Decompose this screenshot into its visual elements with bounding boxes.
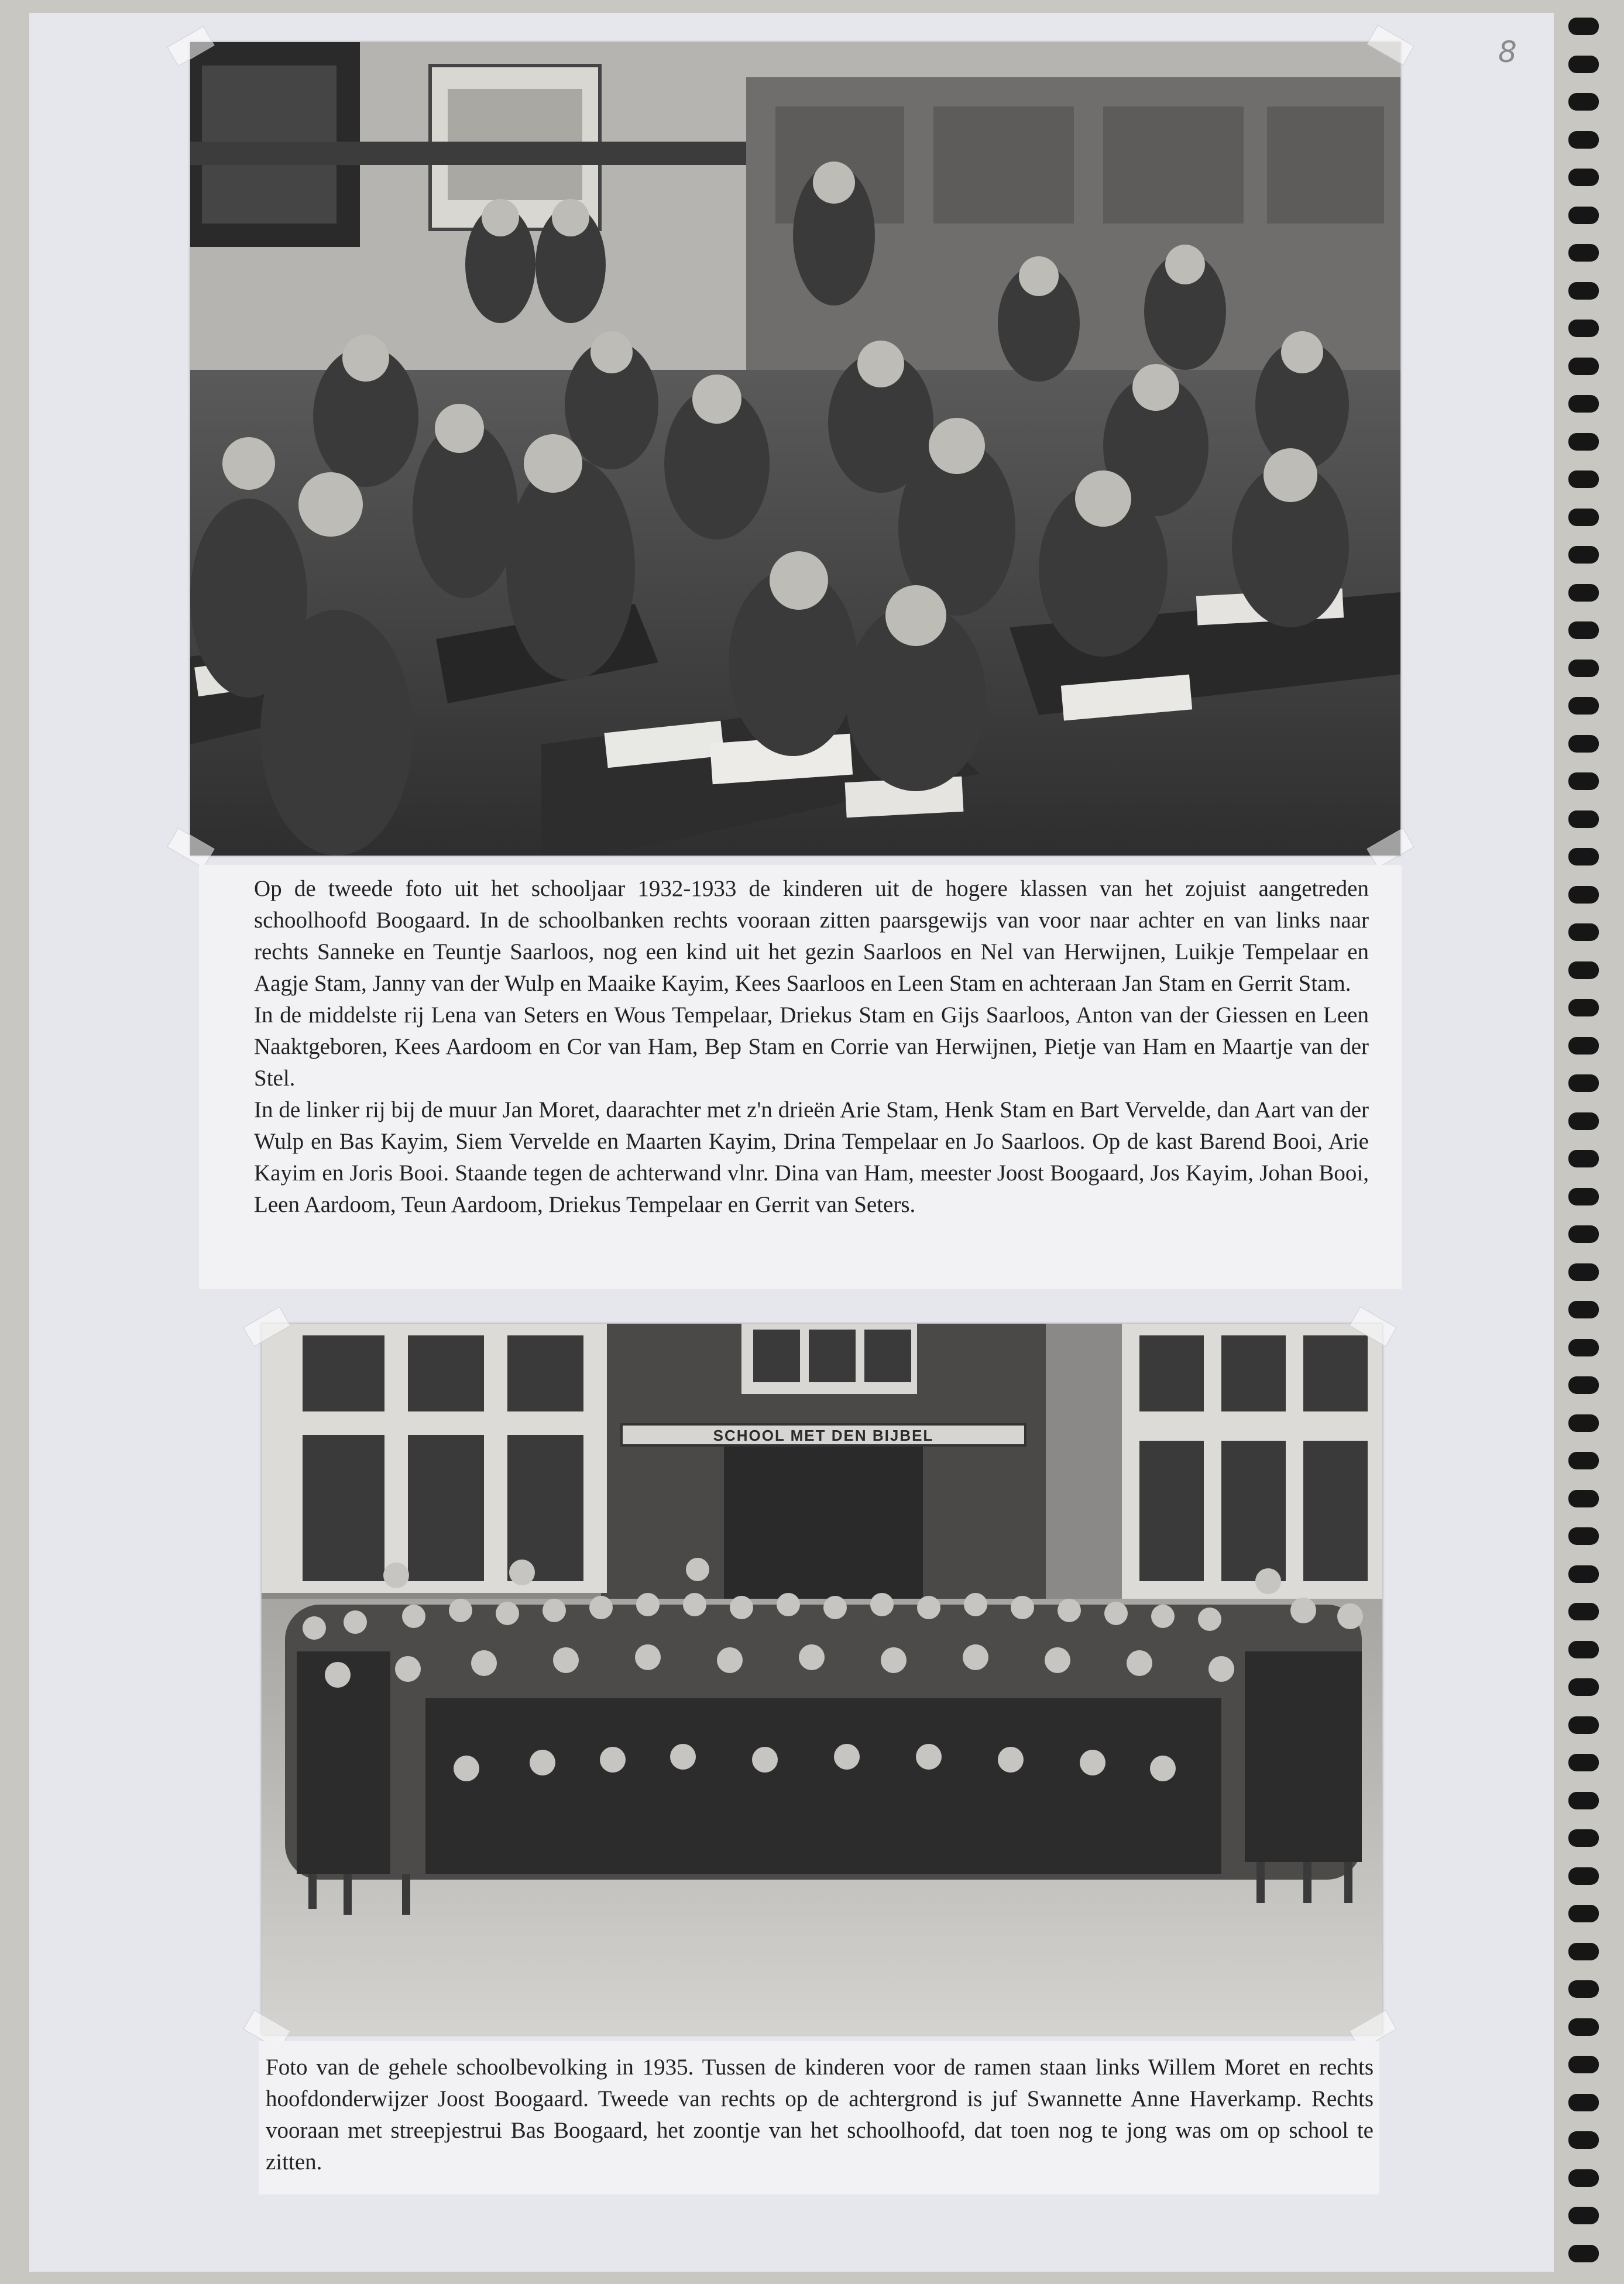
- binding-ring: [1568, 433, 1599, 451]
- binding-ring: [1568, 2245, 1599, 2262]
- binding-ring: [1568, 1905, 1599, 1922]
- binding-ring: [1568, 848, 1599, 865]
- binding-ring: [1568, 810, 1599, 828]
- binding-ring: [1568, 1527, 1599, 1545]
- binding-ring: [1568, 358, 1599, 375]
- binding-ring: [1568, 1980, 1599, 1998]
- binding-ring: [1568, 2207, 1599, 2224]
- binding-ring: [1568, 621, 1599, 639]
- binding-ring: [1568, 584, 1599, 602]
- binding-ring: [1568, 735, 1599, 753]
- binding-ring: [1568, 1565, 1599, 1583]
- binding-ring: [1568, 1263, 1599, 1281]
- caption-paragraph: In de linker rij bij de muur Jan Moret, daarachter met z'n drieën Arie Stam, Henk Stam en Bart Vervelde, dan Aart van der Wulp en Bas Kayim, Siem Vervelde en Maarten Kayim, Drina Tempelaar en Jo Saarloos. Op de kast Barend Booi, Arie Kayim en Joris Booi. Staande tegen de achterwand vlnr. Dina van Ham, meester Joost Boogaard, Jos Kayim, Johan Booi, Leen Aardoom, Teun Aardoom, Driekus Tempelaar en Gerrit van Seters.: [254, 1097, 1369, 1217]
- binding-ring: [1568, 2018, 1599, 2036]
- binding-ring: [1568, 2131, 1599, 2149]
- binding-ring: [1568, 1037, 1599, 1055]
- binding-ring: [1568, 1716, 1599, 1734]
- binding-ring: [1568, 18, 1599, 35]
- binding-ring: [1568, 772, 1599, 790]
- binding-ring: [1568, 999, 1599, 1016]
- spiral-binding: [1563, 0, 1604, 2284]
- binding-ring: [1568, 509, 1599, 526]
- binding-ring: [1568, 697, 1599, 715]
- binding-ring: [1568, 1943, 1599, 1960]
- binding-ring: [1568, 169, 1599, 186]
- binding-ring: [1568, 1754, 1599, 1771]
- binding-ring: [1568, 1301, 1599, 1318]
- binding-ring: [1568, 2094, 1599, 2111]
- caption-classroom-photo: [199, 865, 1402, 1289]
- binding-ring: [1568, 961, 1599, 979]
- binding-ring: [1568, 56, 1599, 73]
- binding-ring: [1568, 1225, 1599, 1243]
- school-population-photo: [262, 1324, 1382, 2035]
- binding-ring: [1568, 282, 1599, 300]
- binding-ring: [1568, 886, 1599, 904]
- binding-ring: [1568, 923, 1599, 941]
- binding-ring: [1568, 2169, 1599, 2187]
- binding-ring: [1568, 244, 1599, 262]
- binding-ring: [1568, 1867, 1599, 1885]
- caption-paragraph: Op de tweede foto uit het schooljaar 1932-1933 de kinderen uit de hogere klassen van het zojuist aangetreden schoolhoofd Boogaard. In de schoolbanken rechts vooraan zitten paarsgewijs van voor naar achter en van links naar rechts Sanneke en Teuntje Saarloos, nog een kind uit het gezin Saarloos en Nel van Herwijnen, Luikje Tempelaar en Aagje Stam, Janny van der Wulp en Maaike Kayim, Kees Saarloos en Leen Stam en achteraan Jan Stam en Gerrit Stam.: [254, 876, 1369, 996]
- binding-ring: [1568, 546, 1599, 564]
- binding-ring: [1568, 93, 1599, 111]
- binding-ring: [1568, 1792, 1599, 1809]
- binding-ring: [1568, 2056, 1599, 2073]
- binding-ring: [1568, 395, 1599, 413]
- binding-ring: [1568, 1641, 1599, 1658]
- binding-ring: [1568, 470, 1599, 488]
- binding-ring: [1568, 1339, 1599, 1356]
- classroom-photo: [190, 42, 1400, 856]
- binding-ring: [1568, 1112, 1599, 1130]
- caption-paragraph: Foto van de gehele schoolbevolking in 1935. Tussen de kinderen voor de ramen staan links Willem Moret en rechts hoofdonderwijzer Joost Boogaard. Tweede van rechts op de achtergrond is juf Swannette Anne Haverkamp. Rechts vooraan met streepjestrui Bas Boogaard, het zoontje van het schoolhoofd, dat toen nog te jong was om op school te zitten.: [266, 2055, 1374, 2175]
- binding-ring: [1568, 1829, 1599, 1847]
- binding-ring: [1568, 1188, 1599, 1205]
- binding-ring: [1568, 320, 1599, 337]
- binding-ring: [1568, 1376, 1599, 1394]
- binding-ring: [1568, 1074, 1599, 1092]
- caption-paragraph: In de middelste rij Lena van Seters en Wous Tempelaar, Driekus Stam en Gijs Saarloos, Anton van der Giessen en Leen Naaktgeboren, Kees Aardoom en Cor van Ham, Bep Stam en Corrie van Herwijnen, Pietje van Ham en Maartje van der Stel.: [254, 1002, 1369, 1091]
- binding-ring: [1568, 1490, 1599, 1507]
- page-number: 8: [1498, 35, 1517, 69]
- school-sign-text: SCHOOL MET DEN BIJBEL: [713, 1427, 934, 1444]
- binding-ring: [1568, 207, 1599, 224]
- binding-ring: [1568, 660, 1599, 677]
- binding-ring: [1568, 131, 1599, 149]
- binding-ring: [1568, 1452, 1599, 1469]
- binding-ring: [1568, 1603, 1599, 1620]
- binding-ring: [1568, 1414, 1599, 1432]
- binding-ring: [1568, 1150, 1599, 1167]
- caption-school-population-photo: [259, 2041, 1379, 2194]
- binding-ring: [1568, 1678, 1599, 1696]
